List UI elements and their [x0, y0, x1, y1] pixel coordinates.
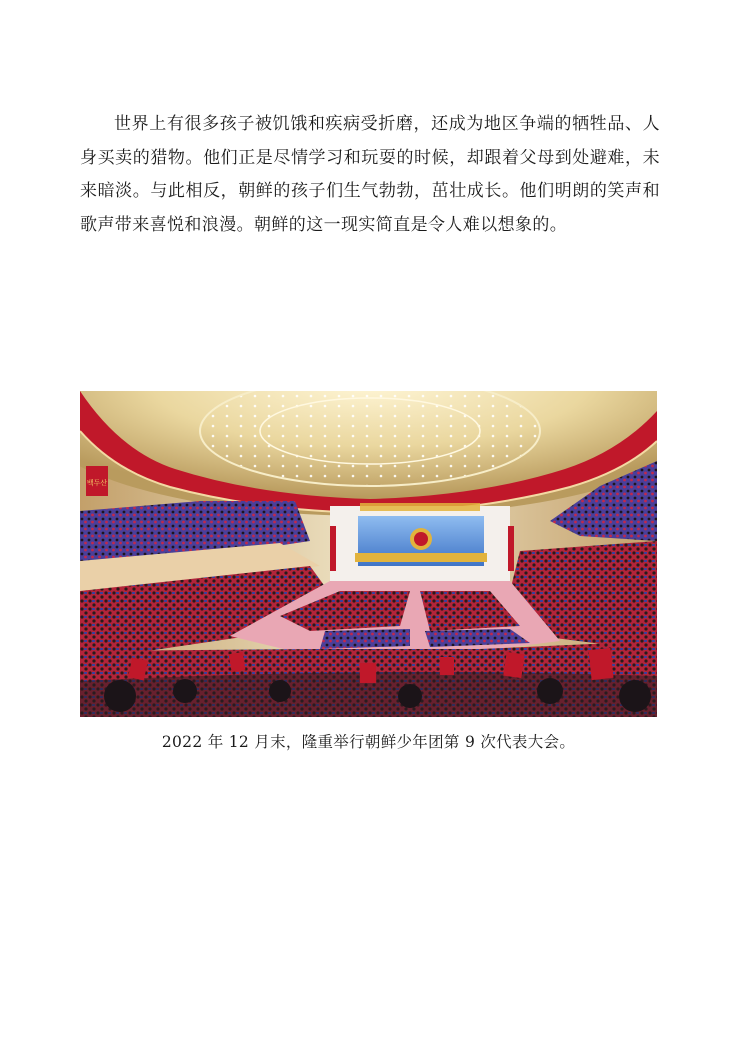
congress-hall-photo: [80, 391, 657, 717]
photo-caption: 2022 年 12 月末，隆重举行朝鲜少年团第 9 次代表大会。: [161, 733, 576, 751]
body-paragraph: 世界上有很多孩子被饥饿和疾病受折磨，还成为地区争端的牺牲品、人身买卖的猎物。他们正是尽情学习和玩耍的时候，却跟着父母到处避难，未来暗淡。与此相反，朝鲜的孩子们生气勃勃，茁壮成长。他们明朗的笑声和歌声带来喜悦和浪漫。朝鲜的这一现实简直是令人难以想象的。: [80, 114, 660, 235]
wall-banner-text: 백두산: [86, 479, 108, 487]
